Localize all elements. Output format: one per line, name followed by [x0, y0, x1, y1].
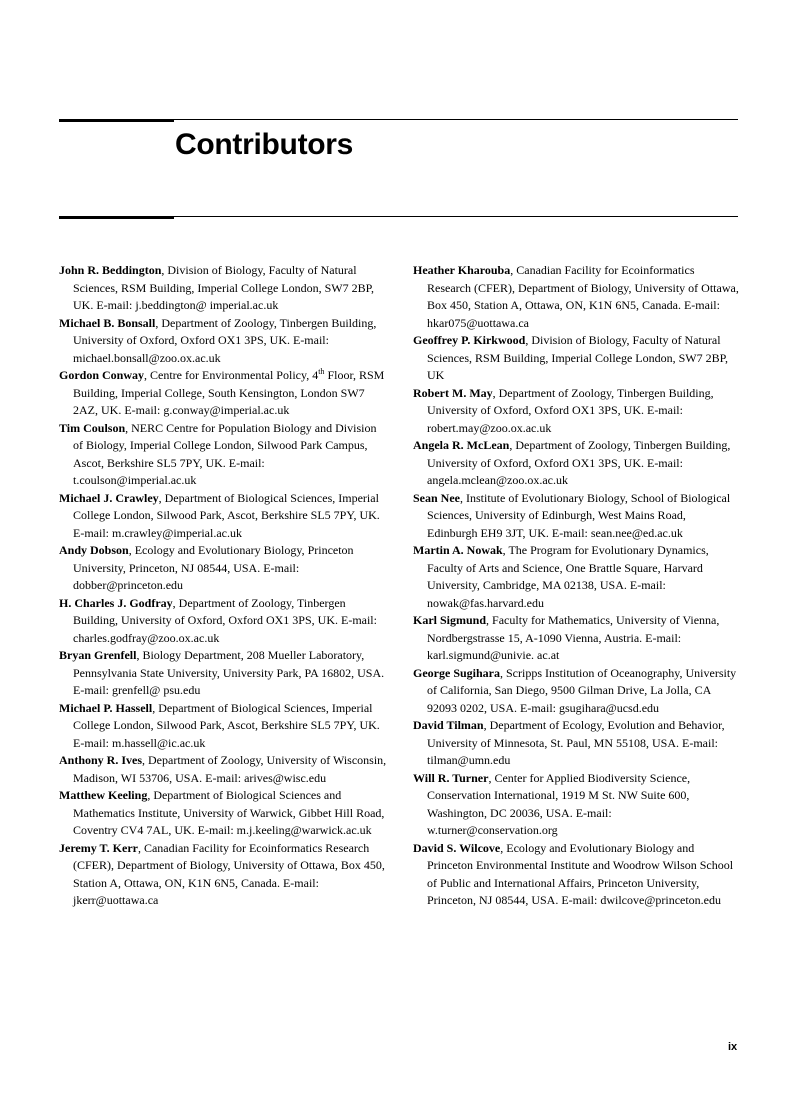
- contributor-entry: [413, 840, 739, 910]
- contributor-name: Michael J. Crawley: [59, 490, 159, 505]
- contributor-affiliation: , Department of Biological Sciences, Imperial College London, Silwood Park, Ascot, Berkshire SL5 7PY, UK. E-mail: m.crawley@imperial.ac.uk: [73, 490, 380, 540]
- contributor-name: Will R. Turner: [413, 770, 489, 785]
- contributor-affiliation: , Canadian Facility for Ecoinformatics Research (CFER), Department of Biology, University of Ottawa, Box 450, Station A, Ottawa, ON, K1N 6N5, Canada. E-mail: hkar075@uottawa.ca: [427, 263, 739, 330]
- contributor-entry: [59, 787, 387, 840]
- page-title: Contributors: [175, 128, 354, 161]
- contributor-affiliation: , Department of Biological Sciences and Mathematics Institute, University of Warwick, Gibbet Hill Road, Coventry CV4 7AL, UK. E-mail: m.j.keeling@warwick.ac.uk: [73, 788, 385, 837]
- contributor-name: Geoffrey P. Kirkwood: [413, 333, 526, 347]
- contributor-name: Andy Dobson: [59, 543, 129, 557]
- contributor-name: Robert M. May: [413, 385, 493, 400]
- contributor-name: Anthony R. Ives: [59, 753, 143, 767]
- contributors-right-column: [413, 262, 739, 910]
- contributor-affiliation: , Center for Applied Biodiversity Science, Conservation International, 1919 M St. NW Suite 600, Washington, DC 20036, USA. E-mail: w.turner@conservation.org: [427, 770, 691, 837]
- contributor-name: Tim Coulson: [59, 420, 126, 435]
- contributor-entry: [59, 595, 387, 648]
- contributor-entry: [59, 647, 387, 700]
- contributor-name: Sean Nee: [413, 490, 460, 505]
- contributor-affiliation: , Department of Ecology, Evolution and Behavior, University of Minnesota, St. Paul, MN 55108, USA. E-mail: tilman@umn.edu: [427, 718, 725, 767]
- bottom-rule-accent: [59, 216, 174, 219]
- contributor-entry: [413, 332, 739, 385]
- contributor-affiliation: , Institute of Evolutionary Biology, School of Biological Sciences, University of Edinburgh, West Mains Road, Edinburgh EH9 3JT, UK. E-mail: sean.nee@ed.ac.uk: [427, 490, 731, 540]
- contributor-affiliation: , Department of Zoology, Tinbergen Building, University of Oxford, Oxford OX1 3PS, UK. E-mail: charles.godfray@zoo.ox.ac.uk: [73, 595, 377, 645]
- contributor-entry: [413, 437, 739, 490]
- contributor-entry: [413, 612, 739, 665]
- contributor-affiliation: , Department of Zoology, University of Wisconsin, Madison, WI 53706, USA. E-mail: arives@wisc.edu: [73, 753, 387, 785]
- contributor-affiliation: , Centre for Environmental Policy, 4th Floor, RSM Building, Imperial College, South Kensington, London SW7 2AZ, UK. E-mail: g.conway@imperial.ac.uk: [73, 367, 385, 417]
- contributor-entry: [413, 542, 739, 612]
- contributor-affiliation: , Division of Biology, Faculty of Natural Sciences, RSM Building, Imperial College London, SW7 2BP, UK. E-mail: j.beddington@ imperial.ac.uk: [73, 263, 374, 312]
- top-rule-accent: [59, 119, 174, 122]
- contributor-entry: [413, 717, 739, 770]
- contributor-name: John R. Beddington: [59, 263, 162, 277]
- contributor-entry: [59, 752, 387, 787]
- contributor-entry: [59, 700, 387, 753]
- contributor-affiliation: , Division of Biology, Faculty of Natural Sciences, RSM Building, Imperial College London, SW7 2BP, UK: [427, 333, 728, 382]
- contributor-affiliation: , Faculty for Mathematics, University of Vienna, Nordbergstrasse 15, A-1090 Vienna, Austria. E-mail: karl.sigmund@univie. ac.at: [427, 613, 720, 662]
- contributor-entry: [59, 420, 387, 490]
- contributor-name: Heather Kharouba: [413, 263, 511, 277]
- contributor-entry: [59, 542, 387, 595]
- contributor-entry: [59, 840, 387, 910]
- contributor-name: H. Charles J. Godfray: [59, 595, 173, 610]
- page-number: ix: [728, 1041, 738, 1053]
- contributor-name: George Sugihara: [413, 665, 500, 680]
- contributor-name: Michael B. Bonsall: [59, 315, 156, 330]
- contributor-name: David Tilman: [413, 718, 484, 732]
- contributor-name: Michael P. Hassell: [59, 700, 153, 715]
- contributor-entry: [59, 315, 387, 368]
- contributor-entry: [59, 262, 387, 315]
- contributor-entry: [413, 262, 739, 332]
- contributor-name: Martin A. Nowak: [413, 543, 503, 557]
- contributors-left-column: [59, 262, 387, 910]
- contributor-name: Angela R. McLean: [413, 438, 510, 452]
- contributor-affiliation: , Department of Zoology, Tinbergen Building, University of Oxford, Oxford OX1 3PS, UK. E-mail: robert.may@zoo.ox.ac.uk: [427, 385, 714, 435]
- contributor-affiliation: , Department of Zoology, Tinbergen Building, University of Oxford, Oxford OX1 3PS, UK. E-mail: michael.bonsall@zoo.ox.ac.uk: [73, 315, 377, 365]
- contributor-affiliation: , Ecology and Evolutionary Biology, Princeton University, Princeton, NJ 08544, USA. E-mail: dobber@princeton.edu: [73, 543, 354, 592]
- contributor-name: Jeremy T. Kerr: [59, 840, 138, 855]
- contributor-name: Matthew Keeling: [59, 788, 148, 802]
- contributor-affiliation: , Ecology and Evolutionary Biology and Princeton Environmental Institute and Woodrow Wilson School of Public and International Affairs, Princeton University, Princeton, NJ 08544, USA. E-mail: dwilcove@princeton.edu: [427, 840, 734, 907]
- contributor-affiliation: , Canadian Facility for Ecoinformatics Research (CFER), Department of Biology, University of Ottawa, Box 450, Station A, Ottawa, ON, K1N 6N5, Canada. E-mail: jkerr@uottawa.ca: [73, 840, 385, 907]
- contributor-entry: [413, 385, 739, 438]
- contributor-name: Gordon Conway: [59, 368, 145, 382]
- contributor-affiliation: , Biology Department, 208 Mueller Laboratory, Pennsylvania State University, University Park, PA 16802, USA. E-mail: grenfell@ psu.edu: [73, 648, 385, 697]
- contributor-name: Karl Sigmund: [413, 613, 487, 627]
- contributor-affiliation: , Scripps Institution of Oceanography, University of California, San Diego, 9500 Gilman Drive, La Jolla, CA 92093 0202, USA. E-mail: gsugihara@ucsd.edu: [427, 665, 737, 715]
- contributor-name: David S. Wilcove: [413, 840, 501, 855]
- contributor-affiliation: , The Program for Evolutionary Dynamics, Faculty of Arts and Science, One Brattle Square, Harvard University, Cambridge, MA 02138, USA. E-mail: nowak@fas.harvard.edu: [427, 543, 709, 610]
- contributor-entry: [413, 770, 739, 840]
- contributor-affiliation: , Department of Zoology, Tinbergen Building, University of Oxford, Oxford OX1 3PS, UK. E-mail: angela.mclean@zoo.ox.ac.uk: [427, 438, 731, 487]
- contributor-name: Bryan Grenfell: [59, 648, 137, 662]
- contributor-entry: [413, 490, 739, 543]
- contributor-affiliation: , NERC Centre for Population Biology and Division of Biology, Imperial College London, Silwood Park Campus, Ascot, Berkshire SL5 7PY, UK. E-mail: t.coulson@imperial.ac.uk: [73, 420, 377, 487]
- contributor-entry: [59, 490, 387, 543]
- contributor-affiliation: , Department of Biological Sciences, Imperial College London, Silwood Park, Ascot, Berkshire SL5 7PY, UK. E-mail: m.hassell@ic.ac.uk: [73, 700, 380, 750]
- contributor-entry: [413, 665, 739, 718]
- contributor-entry: [59, 367, 387, 420]
